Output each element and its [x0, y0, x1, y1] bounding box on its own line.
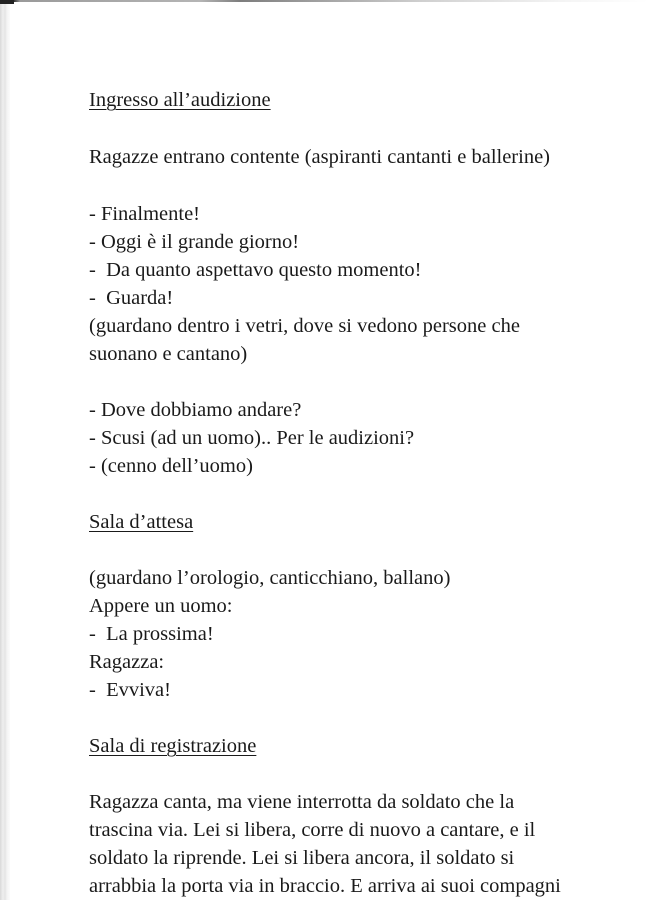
dialogue-line: - Scusi (ad un uomo).. Per le audizioni?	[89, 427, 415, 449]
dialogue-line: - Guarda!	[89, 287, 174, 309]
paragraph-line: soldato la riprende. Lei si libera ancora, il soldato si	[89, 847, 515, 869]
scan-edge-top	[0, 0, 649, 2]
paragraph-line: arrabbia la porta via in braccio. E arriva ai suoi compagni	[89, 875, 561, 897]
dialogue-line: - Da quanto aspettavo questo momento!	[89, 259, 422, 281]
section-heading-ingresso: Ingresso all’audizione	[89, 89, 271, 111]
character-cue: Ragazza:	[89, 651, 165, 673]
section-heading-sala-registrazione: Sala di registrazione	[89, 735, 257, 757]
paragraph-line: Ragazza canta, ma viene interrotta da soldato che la	[89, 791, 515, 813]
dialogue-line: - La prossima!	[89, 623, 214, 645]
character-cue: Appere un uomo:	[89, 595, 233, 617]
scan-edge-left	[0, 0, 10, 900]
dialogue-line: - Oggi è il grande giorno!	[89, 231, 300, 253]
paragraph-line: trascina via. Lei si libera, corre di nuovo a cantare, e il	[89, 819, 536, 841]
stage-direction: (guardano dentro i vetri, dove si vedono persone che	[89, 315, 520, 337]
stage-direction: Ragazze entrano contente (aspiranti cantanti e ballerine)	[89, 146, 551, 168]
dialogue-line: - Dove dobbiamo andare?	[89, 399, 302, 421]
dialogue-line: - Finalmente!	[89, 203, 201, 225]
dialogue-line: - Evviva!	[89, 679, 171, 701]
section-heading-sala-attesa: Sala d’attesa	[89, 511, 194, 533]
scan-corner-mark	[0, 0, 14, 4]
stage-direction: suonano e cantano)	[89, 343, 248, 365]
dialogue-line: - (cenno dell’uomo)	[89, 455, 253, 477]
stage-direction: (guardano l’orologio, canticchiano, ballano)	[89, 567, 451, 589]
